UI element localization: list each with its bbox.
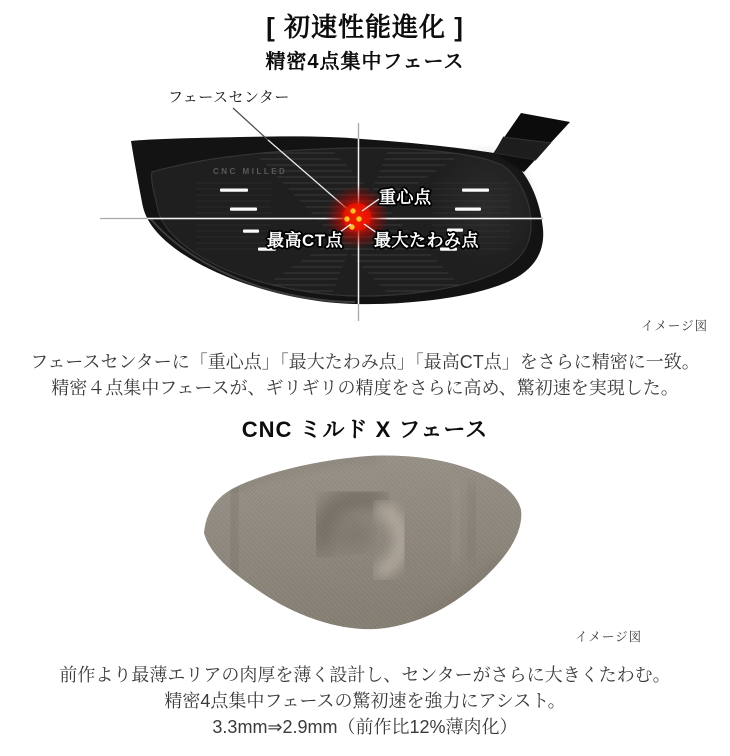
- driver-face-diagram: [0, 0, 730, 345]
- page-title: [ 初速性能進化 ]: [266, 12, 464, 42]
- paragraph-1: [0, 349, 730, 401]
- cnc-milled-engraving: CNC MILLED: [213, 167, 288, 176]
- face-insert-image: [0, 450, 730, 650]
- face-center-label: フェースセンター: [168, 89, 290, 106]
- paragraph-1-line-2: 精密４点集中フェースが、ギリギリの精度をさらに高め、驚初速を実現した。: [51, 378, 679, 398]
- section1-title: 精密4点集中フェース: [265, 51, 465, 73]
- section2-title: CNC ミルド X フェース: [241, 417, 489, 442]
- image-note-1: イメージ図: [641, 319, 709, 333]
- paragraph-1-line-1: フェースセンターに「重心点」「最大たわみ点」「最高CT点」をさらに精密に一致。: [30, 352, 700, 372]
- label-center-of-gravity: 重心点: [379, 188, 432, 207]
- insert-shading: [195, 450, 535, 650]
- image-note-2: イメージ図: [575, 630, 643, 644]
- label-max-ct: 最高CT点: [267, 231, 344, 250]
- paragraph-2-line-3: 3.3mm⇒2.9mm（前作比12%薄肉化）: [212, 717, 518, 737]
- paragraph-2-line-2: 精密4点集中フェースの驚初速を強力にアシスト。: [164, 691, 566, 711]
- label-max-deflection: 最大たわみ点: [374, 231, 479, 250]
- paragraph-2: [0, 662, 730, 740]
- paragraph-2-line-1: 前作より最薄エリアの肉厚を薄く設計し、センターがさらに大きくたわむ。: [59, 665, 671, 685]
